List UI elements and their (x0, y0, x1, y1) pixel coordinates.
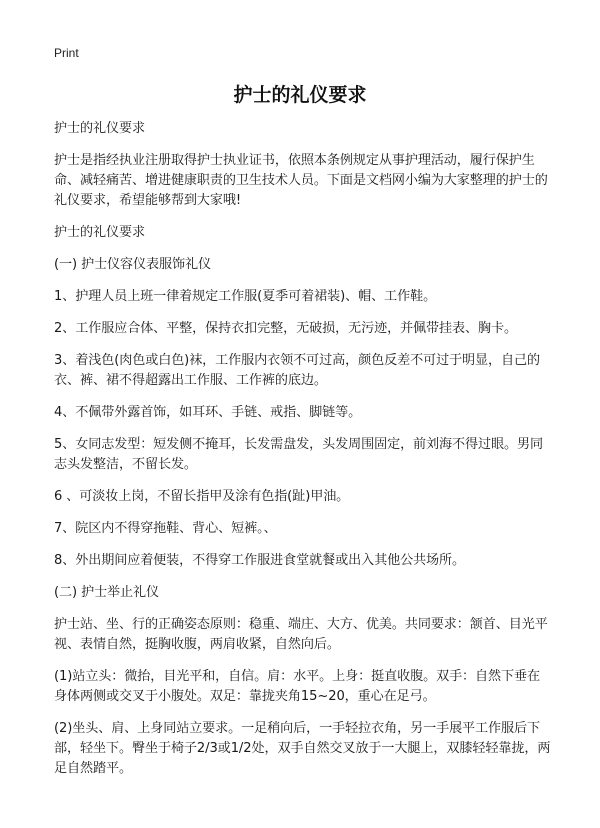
section-heading-appearance: (一) 护士仪容仪表服饰礼仪 (54, 257, 212, 272)
section-heading-behavior: (二) 护士举止礼仪 (54, 585, 160, 600)
paragraph-heading-repeat: 护士的礼仪要求 (54, 225, 145, 240)
list-item: 4、不佩带外露首饰，如耳环、手链、戒指、脚链等。 (54, 405, 362, 420)
list-item: 6 、可淡妆上岗，不留长指甲及涂有色指(趾)甲油。 (54, 489, 350, 504)
list-item: 3、着浅色(肉色或白色)袜，工作服内衣领不可过高，颜色反差不可过于明显，自己的衣、裤、裙不得超露出工作服、工作裤的底边。 (54, 353, 541, 388)
list-item: 1、护理人员上班一律着规定工作服(夏季可着裙装)、帽、工作鞋。 (54, 289, 437, 304)
paragraph-heading: 护士的礼仪要求 (54, 121, 145, 136)
page-title: 护士的礼仪要求 (233, 84, 367, 106)
paragraph-sitting: (2)坐头、肩、上身同站立要求。一足稍向后，一手轻拉衣角，另一手展平工作服后下部，轻坐下。臀坐于椅子2/3或1/2处，双手自然交叉放于一大腿上，双膝轻轻靠拢，两足自然踏平。 (54, 721, 551, 776)
list-item: 7、院区内不得穿拖鞋、背心、短裤。、 (54, 521, 277, 536)
paragraph-posture-principles: 护士站、坐、行的正确姿态原则：稳重、端庄、大方、优美。共同要求：颔首、目光平视、表情自然，挺胸收腹，两肩收紧，自然向后。 (54, 617, 548, 652)
paragraph-standing: (1)站立头：微抬，目光平和，自信。肩：水平。上身：挺直收腹。双手：自然下垂在身体两侧或交叉于小腹处。双足：靠拢夹角15~20，重心在足弓。 (54, 669, 541, 704)
list-item: 2、工作服应合体、平整，保持衣扣完整，无破损，无污迹，并佩带挂表、胸卡。 (54, 321, 518, 336)
print-label: Print (54, 46, 79, 60)
document-body (54, 119, 552, 791)
list-item: 8、外出期间应着便装，不得穿工作服进食堂就餐或出入其他公共场所。 (54, 553, 466, 568)
list-item: 5、女同志发型：短发侧不掩耳，长发需盘发，头发周围固定，前刘海不得过眼。男同志头发整洁，不留长发。 (54, 437, 543, 472)
paragraph-intro: 护士是指经执业注册取得护士执业证书，依照本条例规定从事护理活动，履行保护生命、减轻痛苦、增进健康职责的卫生技术人员。下面是文档网小编为大家整理的护士的礼仪要求，希望能够帮到大家哦! (54, 153, 548, 208)
